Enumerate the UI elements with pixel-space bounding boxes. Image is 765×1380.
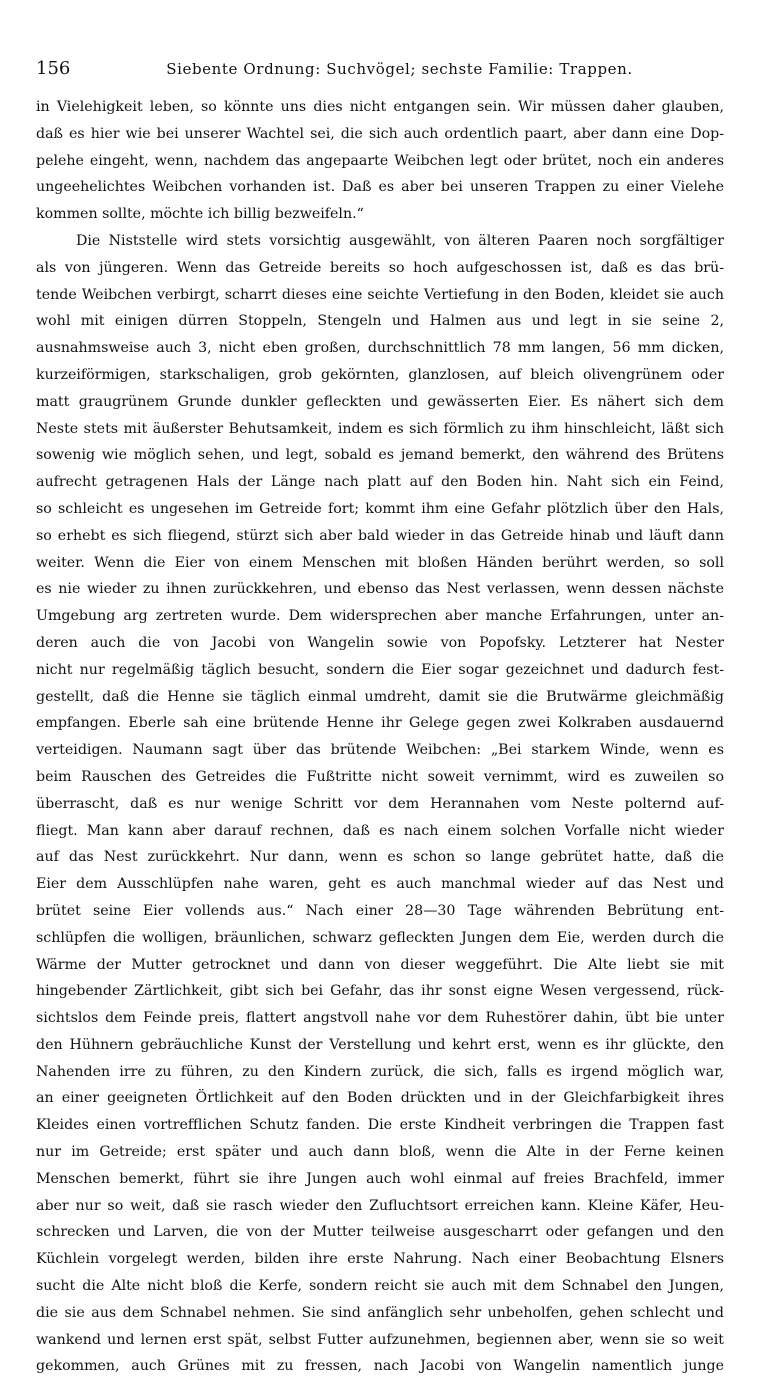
text-line: nicht nur regelmäßig täglich besucht, sondern die Eier sogar gezeichnet und dadurch fest- (36, 661, 724, 678)
text-line: kurzeiförmigen, starkschaligen, grob gekörnten, glanzlosen, auf bleich olivengrünem oder (36, 366, 724, 383)
text-line: ausnahmsweise auch 3, nicht eben großen, durchschnittlich 78 mm langen, 56 mm dicken, (36, 340, 724, 357)
text-line: wankend und lernen erst spät, selbst Futter aufzunehmen, begiennen aber, wenn sie so weit (36, 1331, 724, 1348)
text-line: brütet seine Eier vollends aus.“ Nach einer 28—30 Tage währenden Bebrütung ent- (36, 902, 724, 919)
text-line: den Hühnern gebräuchliche Kunst der Verstellung und kehrt erst, wenn es ihr glückte, den (36, 1036, 724, 1053)
text-line: aufrecht getragenen Hals der Länge nach platt auf den Boden hin. Naht sich ein Feind, (36, 474, 724, 491)
text-line: gestellt, daß die Henne sie täglich einmal umdreht, damit sie die Brutwärme gleichmäßig (36, 688, 724, 705)
text-line: hingebender Zärtlichkeit, gibt sich bei Gefahr, das ihr sonst eigne Wesen vergessend, rück- (36, 983, 724, 1000)
text-line: fliegt. Man kann aber darauf rechnen, daß es nach einem solchen Vorfalle nicht wieder (36, 822, 724, 839)
text-line: tende Weibchen verbirgt, scharrt dieses eine seichte Vertiefung in den Boden, kleidet sie auch (36, 286, 724, 303)
text-line: pelehe eingeht, wenn, nachdem das angepaarte Weibchen legt oder brütet, noch ein anderes (36, 152, 724, 169)
text-line: Umgebung arg zertreten wurde. Dem widersprechen aber manche Erfahrungen, unter an- (36, 608, 724, 625)
text-line: sucht die Alte nicht bloß die Kerfe, sondern reicht sie auch mit dem Schnabel den Jungen, (36, 1278, 724, 1295)
text-line: so schleicht es ungesehen im Getreide fort; kommt ihm eine Gefahr plötzlich über den Hals, (36, 500, 724, 517)
text-line: verteidigen. Naumann sagt über das brütende Weibchen: „Bei starkem Winde, wenn es (36, 742, 724, 759)
text-line: Menschen bemerkt, führt sie ihre Jungen auch wohl einmal auf freies Brachfeld, immer (36, 1170, 724, 1187)
page-number: 156 (36, 58, 71, 79)
text-line: kommen sollte, möchte ich billig bezweifeln.“ (36, 206, 364, 223)
text-line: Kleides einen vortrefflichen Schutz fanden. Die erste Kindheit verbringen die Trappen fast (36, 1117, 724, 1134)
text-line: so erhebt es sich fliegend, stürzt sich aber bald wieder in das Getreide hinab und läuft dann (36, 527, 724, 544)
text-line: in Vielehigkeit leben, so könnte uns dies nicht entgangen sein. Wir müssen daher glauben, (36, 99, 724, 115)
page-header (36, 58, 723, 84)
text-line: Die Niststelle wird stets vorsichtig ausgewählt, von älteren Paaren noch sorgfältiger (76, 232, 724, 249)
running-title: Siebente Ordnung: Suchvögel; sechste Familie: Trappen. (166, 60, 633, 78)
text-line: aber nur so weit, daß sie rasch wieder den Zufluchtsort erreichen kann. Kleine Käfer, Heu- (36, 1197, 724, 1214)
body-text (36, 94, 724, 1380)
text-line: an einer geeigneten Örtlichkeit auf den Boden drückten und in der Gleichfarbigkeit ihres (36, 1090, 724, 1107)
text-line: es nie wieder zu ihnen zurückkehren, und ebenso das Nest verlassen, wenn dessen nächste (36, 581, 724, 598)
text-line: als von jüngeren. Wenn das Getreide bereits so hoch aufgeschossen ist, daß es das brü- (36, 259, 724, 276)
text-line: empfangen. Eberle sah eine brütende Henne ihr Gelege gegen zwei Kolkraben ausdauernd (36, 715, 724, 732)
text-line: matt graugrünem Grunde dunkler gefleckten und gewässerten Eier. Es nähert sich dem (36, 393, 724, 410)
text-line: daß es hier wie bei unserer Wachtel sei, die sich auch ordentlich paart, aber dann eine Dop- (36, 125, 724, 142)
text-line: beim Rauschen des Getreides die Fußtritte nicht soweit vernimmt, wird es zuweilen so (36, 768, 724, 785)
text-line: überrascht, daß es nur wenige Schritt vor dem Herannahen vom Neste polternd auf- (36, 795, 724, 812)
text-line: gekommen, auch Grünes mit zu fressen, nach Jacobi von Wangelin namentlich junge (36, 1358, 724, 1375)
text-line: schlüpfen die wolligen, bräunlichen, schwarz gefleckten Jungen dem Eie, werden durch die (36, 929, 724, 946)
text-line: ungeehelichtes Weibchen vorhanden ist. Daß es aber bei unseren Trappen zu einer Vielehe (36, 179, 724, 196)
text-line: Neste stets mit äußerster Behutsamkeit, indem es sich förmlich zu ihm hinschleicht, läßt sich (36, 420, 724, 437)
text-line: Küchlein vorgelegt werden, bilden ihre erste Nahrung. Nach einer Beobachtung Elsners (36, 1251, 724, 1268)
text-line: nur im Getreide; erst später und auch dann bloß, wenn die Alte in der Ferne keinen (36, 1144, 724, 1161)
text-line: deren auch die von Jacobi von Wangelin sowie von Popofsky. Letzterer hat Nester (36, 634, 724, 651)
text-line: sichtslos dem Feinde preis, flattert angstvoll nahe vor dem Ruhestörer dahin, übt bie unter (36, 1010, 724, 1027)
text-line: weiter. Wenn die Eier von einem Menschen mit bloßen Händen berührt werden, so soll (36, 554, 724, 571)
text-line: Wärme der Mutter getrocknet und dann von dieser weggeführt. Die Alte liebt sie mit (36, 956, 724, 973)
text-line: Nahenden irre zu führen, zu den Kindern zurück, die sich, falls es irgend möglich war, (36, 1063, 724, 1080)
text-line: schrecken und Larven, die von der Mutter teilweise ausgescharrt oder gefangen und den (36, 1224, 724, 1241)
text-line: sowenig wie möglich sehen, und legt, sobald es jemand bemerkt, den während des Brütens (36, 447, 724, 464)
text-line: die sie aus dem Schnabel nehmen. Sie sind anfänglich sehr unbeholfen, gehen schlecht und (36, 1304, 724, 1321)
text-line: wohl mit einigen dürren Stoppeln, Stengeln und Halmen aus und legt in sie seine 2, (36, 313, 724, 330)
text-line: auf das Nest zurückkehrt. Nur dann, wenn es schon so lange gebrütet hatte, daß die (36, 849, 724, 866)
text-line: Eier dem Ausschlüpfen nahe waren, geht es auch manchmal wieder auf das Nest und (36, 876, 724, 893)
